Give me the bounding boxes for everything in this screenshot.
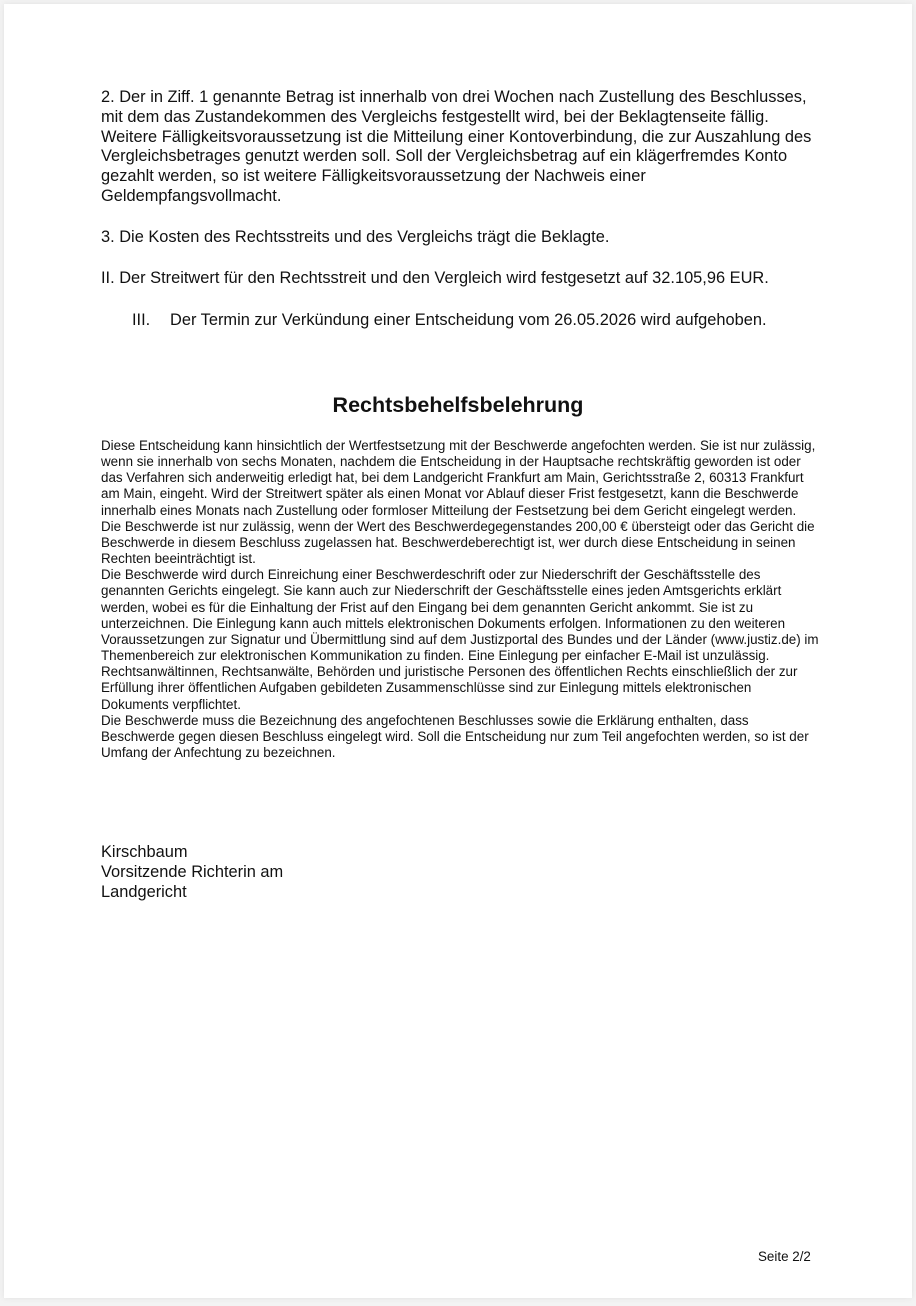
section-iii-text: Der Termin zur Verkündung einer Entscheidung vom 26.05.2026 wird aufgehoben. bbox=[170, 311, 767, 329]
legal-notice-paragraph: Die Beschwerde ist nur zulässig, wenn der Wert des Beschwerdegegenstandes 200,00 € übersteigt oder das Gericht die Beschwerde in diesem Beschluss zugelassen hat. Beschwerdeberechtigt ist, wer durch diese Entscheidung in seinen Rechten beeinträchtigt ist. bbox=[101, 518, 815, 567]
section-iii-number: III. bbox=[132, 311, 151, 329]
signature-title-line-2: Landgericht bbox=[101, 882, 187, 901]
document-page bbox=[4, 4, 912, 1298]
legal-notice-paragraph: Die Beschwerde muss die Bezeichnung des angefochtenen Beschlusses sowie die Erklärung enthalten, dass Beschwerde gegen diesen Beschluss eingelegt wird. Soll die Entscheidung nur zum Teil angefochten werden, so ist der Umfang der Anfechtung zu bezeichnen. bbox=[101, 712, 809, 760]
legal-notice-heading: Rechtsbehelfsbelehrung bbox=[332, 393, 584, 417]
ruling-section-ii: II. Der Streitwert für den Rechtsstreit und den Vergleich wird festgesetzt auf 32.105,96 EUR. bbox=[101, 269, 769, 287]
legal-notice-paragraph: Die Beschwerde wird durch Einreichung einer Beschwerdeschrift oder zur Niederschrift der Geschäftsstelle des genannten Gerichts eingelegt. Sie kann auch zur Niederschrift der Geschäftsstelle eines jeden Amtsgerichts erklärt werden, wobei es für die Einhaltung der Frist auf den Eingang bei dem genannten Gericht ankommt. Sie ist zu unterzeichnen. Die Einlegung kann auch mittels elektronischen Dokuments erfolgen. Informationen zu den weiteren Voraussetzungen zur Signatur und Übermittlung sind auf dem Justizportal des Bundes und der Länder (www.justiz.de) im Themenbereich zur elektronischen Kommunikation zu finden. Eine Einlegung per einfacher E-Mail ist unzulässig. Rechtsanwältinnen, Rechtsanwälte, Behörden und juristische Personen des öffentlichen Rechts einschließlich der zur Erfüllung ihrer öffentlichen Aufgaben gebildeten Zusammenschlüsse sind zur Einlegung mittels elektronischen Dokuments verpflichtet. bbox=[101, 567, 819, 712]
ruling-section-iii bbox=[132, 311, 832, 331]
ruling-paragraph-2: 2. Der in Ziff. 1 genannte Betrag ist innerhalb von drei Wochen nach Zustellung des Beschlusses, mit dem das Zustandekommen des Vergleichs festgestellt wird, bei der Beklagtenseite fällig. Weitere Fälligkeitsvoraussetzung ist die Mitteilung einer Kontoverbindung, die zur Auszahlung des Vergleichsbetrages genutzt werden soll. Soll der Vergleichsbetrag auf ein klägerfremdes Konto gezahlt werden, so ist weitere Fälligkeitsvoraussetzung der Nachweis einer Geldempfangsvollmacht. bbox=[101, 88, 812, 205]
signature-block bbox=[101, 843, 283, 902]
signature-name: Kirschbaum bbox=[101, 843, 188, 861]
signature-title-line-1: Vorsitzende Richterin am bbox=[101, 862, 284, 881]
ruling-paragraph-3: 3. Die Kosten des Rechtsstreits und des Vergleichs trägt die Beklagte. bbox=[101, 228, 610, 246]
legal-notice-body bbox=[101, 438, 821, 761]
legal-notice-paragraph: Diese Entscheidung kann hinsichtlich der Wertfestsetzung mit der Beschwerde angefochten werden. Sie ist nur zulässig, wenn sie innerhalb von sechs Monaten, nachdem die Entscheidung in der Hauptsache rechtskräftig geworden ist oder das Verfahren sich anderweitig erledigt hat, bei dem Landgericht Frankfurt am Main, Gerichtsstraße 2, 60313 Frankfurt am Main, eingeht. Wird der Streitwert später als einen Monat vor Ablauf dieser Frist festgesetzt, kann die Beschwerde innerhalb eines Monats nach Zustellung oder formloser Mitteilung der Festsetzung bei dem Gericht eingelegt werden. bbox=[101, 438, 816, 518]
page-number: Seite 2/2 bbox=[758, 1249, 811, 1264]
